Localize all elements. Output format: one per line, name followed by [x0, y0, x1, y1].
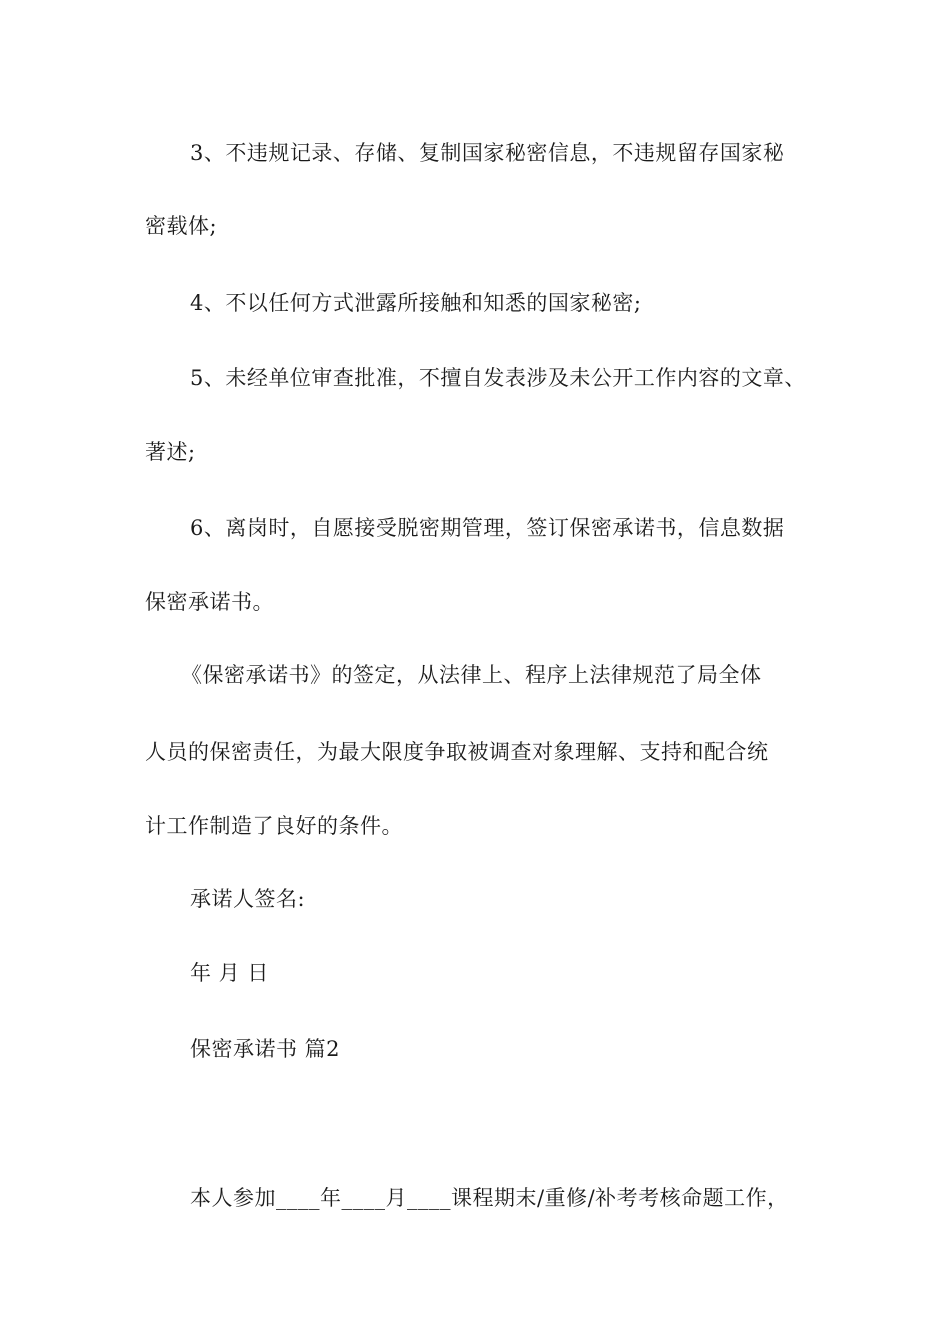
section-title: 保密承诺书 篇2 — [190, 1037, 341, 1061]
paragraph-item-6-line-1: 6、离岗时，自愿接受脱密期管理，签订保密承诺书，信息数据 — [190, 516, 785, 540]
paragraph-item-6-line-2: 保密承诺书。 — [145, 590, 274, 614]
paragraph-item-3-line-1: 3、不违规记录、存储、复制国家秘密信息，不违规留存国家秘 — [190, 141, 785, 165]
paragraph-item-5-line-1: 5、未经单位审查批准，不擅自发表涉及未公开工作内容的文章、 — [190, 366, 806, 390]
paragraph-summary-line-3: 计工作制造了良好的条件。 — [145, 814, 403, 838]
paragraph-item-5-line-2: 著述; — [145, 440, 196, 464]
date-line: 年 月 日 — [190, 961, 269, 985]
paragraph-summary-line-2: 人员的保密责任，为最大限度争取被调查对象理解、支持和配合统 — [145, 740, 769, 764]
paragraph-item-3-line-2: 密载体; — [145, 214, 218, 238]
paragraph-summary-line-1: 《保密承诺书》的签定，从法律上、程序上法律规范了局全体 — [181, 663, 762, 687]
signature-label: 承诺人签名: — [190, 887, 306, 911]
paragraph-pledge-line-1: 本人参加____年____月____课程期末/重修/补考考核命题工作， — [190, 1186, 789, 1210]
paragraph-item-4: 4、不以任何方式泄露所接触和知悉的国家秘密; — [190, 291, 642, 315]
